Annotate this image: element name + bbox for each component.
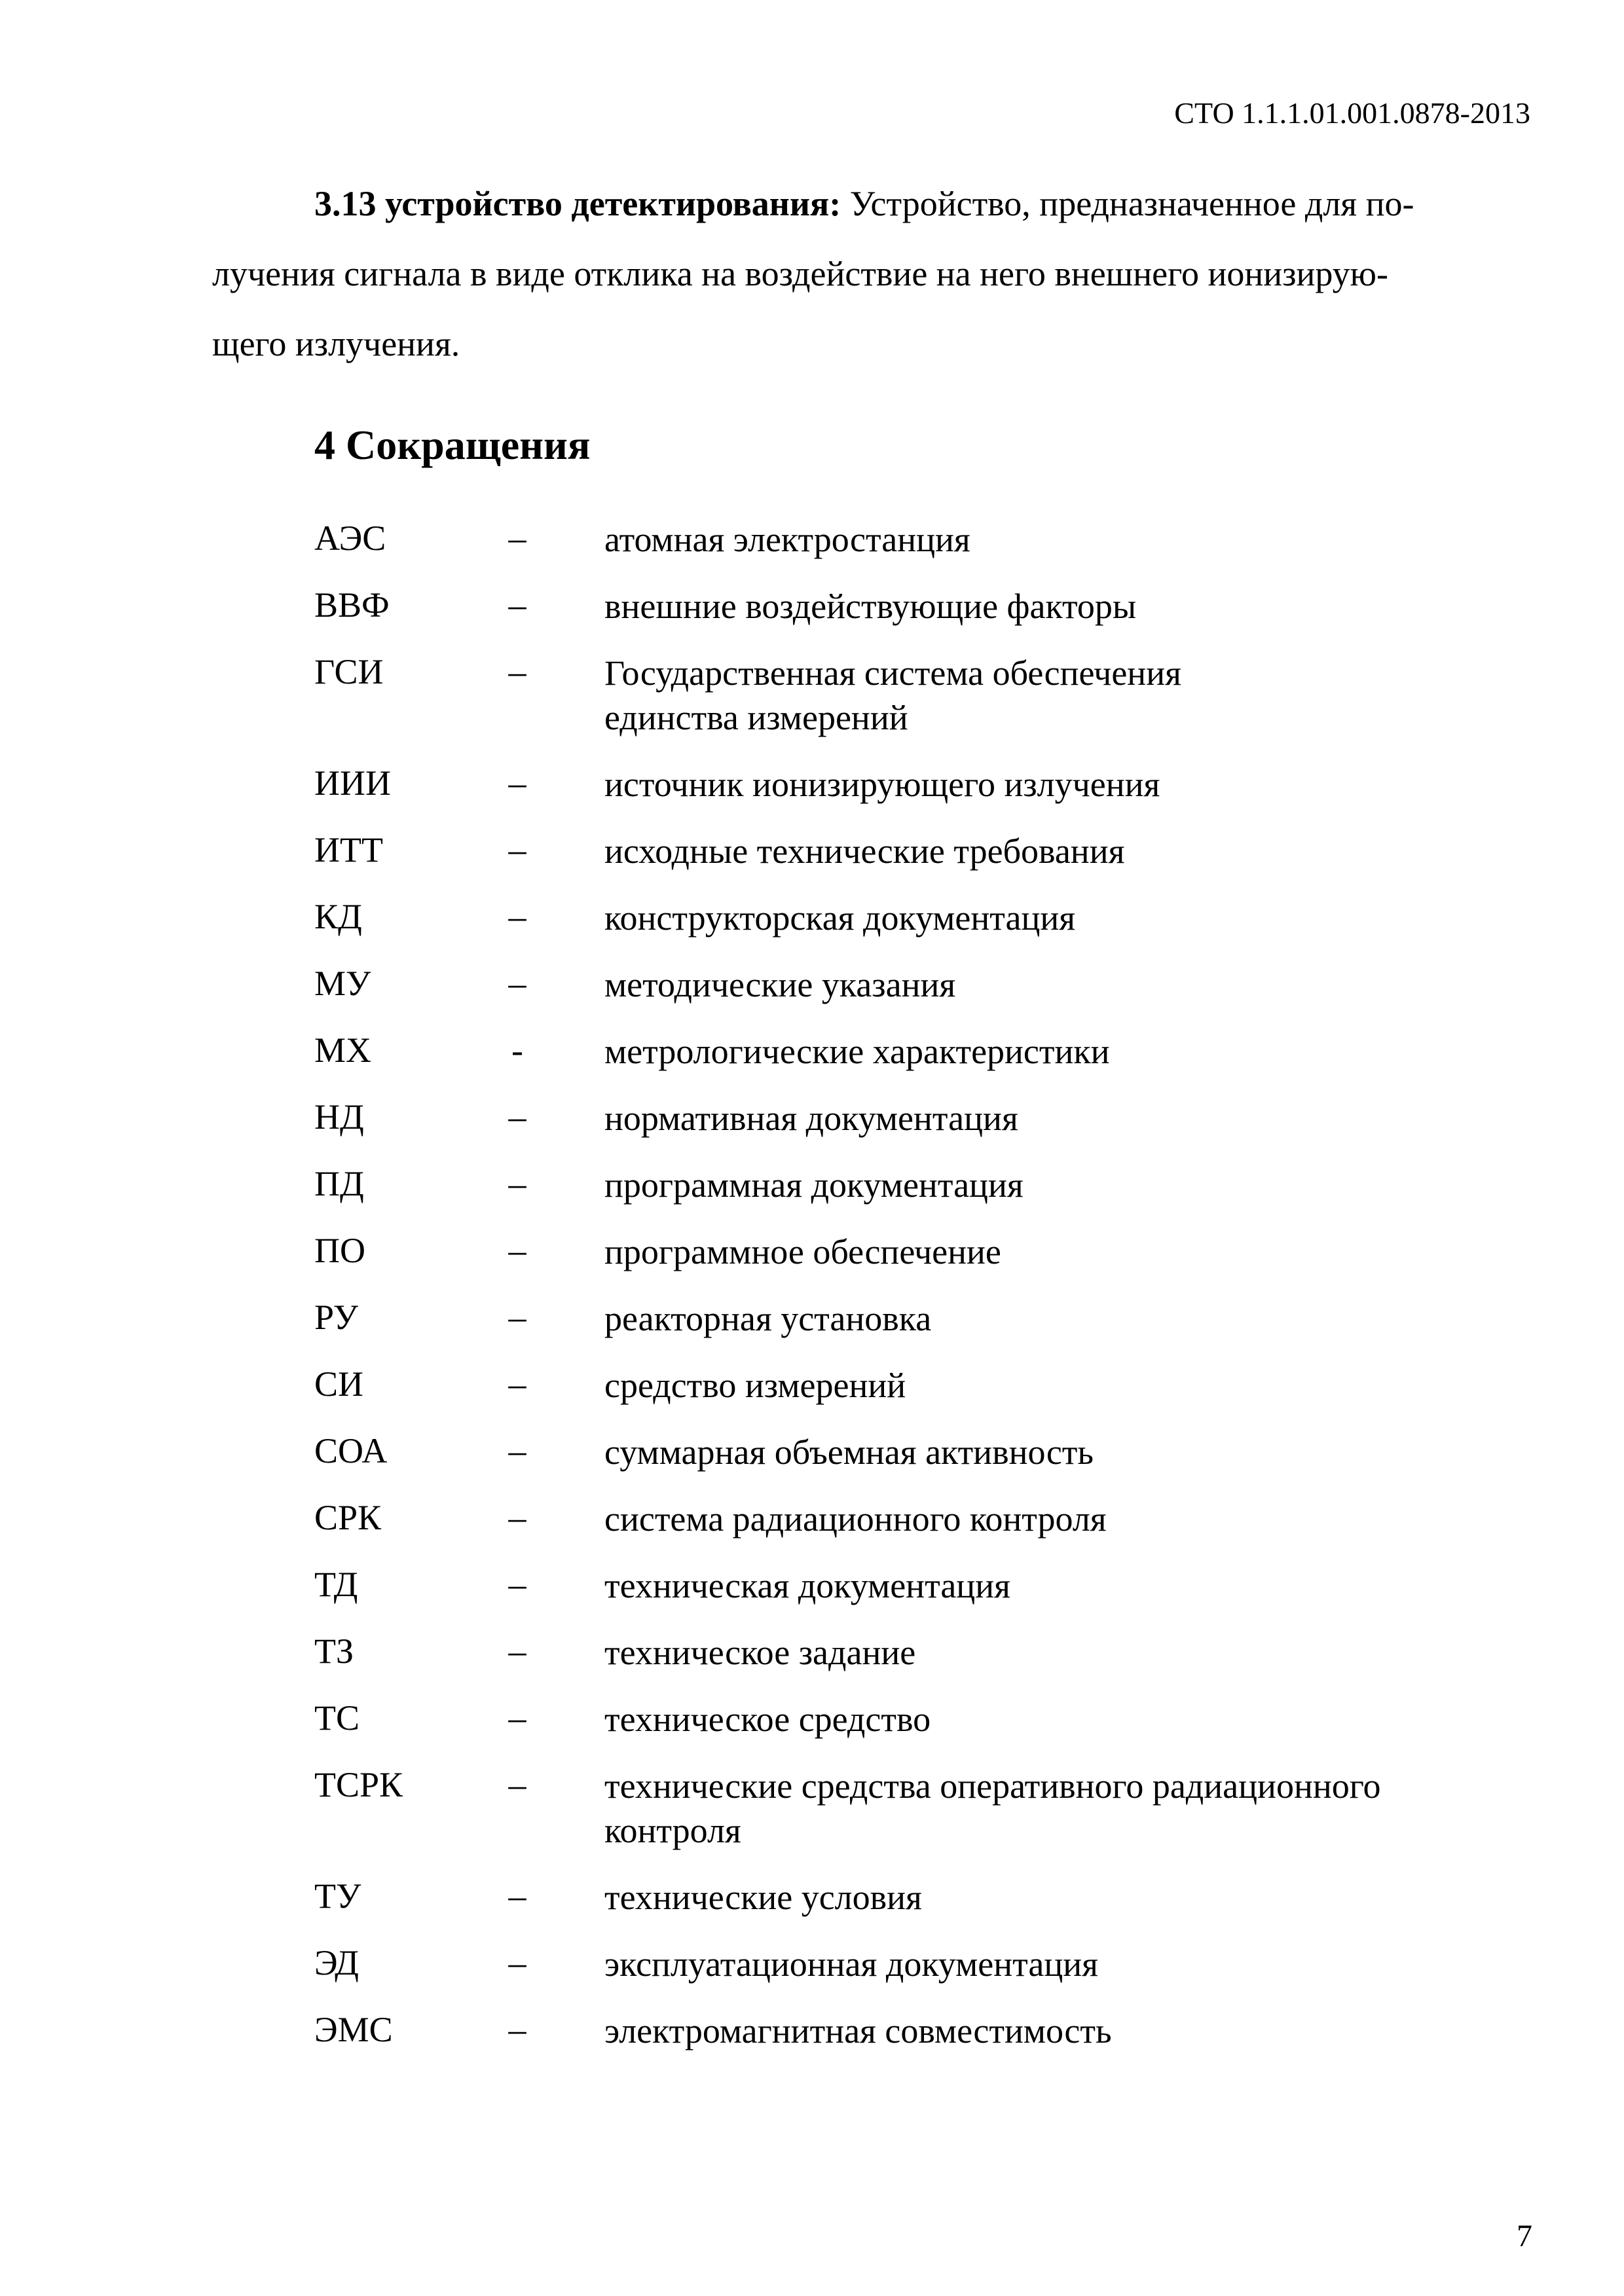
abbreviation-code: МУ <box>314 964 371 1003</box>
definition-line-2: лучения сигнала в виде отклика на воздействие на него внешнего ионизирую- <box>212 254 1388 293</box>
abbreviation-row <box>314 1163 1545 1230</box>
abbreviation-code: ИТТ <box>314 830 383 869</box>
abbreviation-meaning: эксплуатационная документация <box>604 1944 1098 1984</box>
abbreviation-code: ПО <box>314 1231 365 1270</box>
definition-term: 3.13 устройство детектирования: <box>314 184 841 223</box>
abbreviation-row <box>314 1942 1545 2009</box>
abbreviation-meaning: методические указания <box>604 965 956 1004</box>
abbreviation-dash: – <box>508 1631 526 1671</box>
abbreviation-meaning: источник ионизирующего излучения <box>604 765 1160 804</box>
abbreviation-meaning: техническое средство <box>604 1700 931 1739</box>
abbreviation-row <box>314 1230 1545 1296</box>
abbreviation-row <box>314 2009 1545 2075</box>
abbreviation-row <box>314 1363 1545 1430</box>
abbreviation-code: СРК <box>314 1498 382 1537</box>
abbreviation-meaning: нормативная документация <box>604 1099 1018 1138</box>
section-title: 4 Сокращения <box>314 422 591 468</box>
abbreviation-meaning: суммарная объемная активность <box>604 1432 1094 1472</box>
abbreviation-dash: – <box>508 585 526 625</box>
abbreviation-meaning: внешние воздействующие факторы <box>604 587 1137 626</box>
abbreviation-dash: – <box>508 1498 526 1537</box>
abbreviation-meaning: технические условия <box>604 1878 922 1917</box>
abbreviation-row <box>314 962 1545 1029</box>
abbreviation-row <box>314 1296 1545 1363</box>
abbreviation-row <box>314 1875 1545 1942</box>
abbreviation-meaning: средство измерений <box>604 1366 906 1405</box>
abbreviation-row <box>314 651 1545 762</box>
abbreviation-code: ГСИ <box>314 652 384 691</box>
abbreviation-meaning: реакторная установка <box>604 1299 932 1338</box>
abbreviation-code: ТД <box>314 1565 358 1604</box>
abbreviation-meaning: техническое задание <box>604 1633 916 1672</box>
definition-paragraph <box>212 169 1530 379</box>
abbreviation-code: ЭД <box>314 1943 359 1982</box>
abbreviation-code: ТСРК <box>314 1765 403 1804</box>
abbreviation-code: СОА <box>314 1431 388 1470</box>
abbreviation-code: РУ <box>314 1298 358 1337</box>
abbreviation-dash: - <box>511 1030 523 1070</box>
abbreviation-meaning: система радиационного контроля <box>604 1499 1107 1539</box>
abbreviation-dash: – <box>508 1765 526 1804</box>
abbreviation-code: СИ <box>314 1364 364 1404</box>
abbreviation-meaning: исходные технические требования <box>604 831 1125 871</box>
abbreviation-dash: – <box>508 1298 526 1337</box>
abbreviation-dash: – <box>508 1164 526 1203</box>
abbreviation-dash: – <box>508 1231 526 1270</box>
abbreviation-row <box>314 584 1545 651</box>
abbreviation-dash: – <box>508 2010 526 2049</box>
abbreviation-code: ВВФ <box>314 585 390 625</box>
abbreviation-row <box>314 1630 1545 1697</box>
abbreviation-dash: – <box>508 652 526 691</box>
abbreviation-row <box>314 829 1545 896</box>
abbreviation-list <box>314 517 1545 2075</box>
abbreviation-meaning: техническая документация <box>604 1566 1010 1605</box>
abbreviation-code: ЭМС <box>314 2010 393 2049</box>
abbreviation-code: ИИИ <box>314 763 391 803</box>
abbreviation-row <box>314 1563 1545 1630</box>
abbreviation-meaning: электромагнитная совместимость <box>604 2011 1112 2050</box>
abbreviation-dash: – <box>508 1876 526 1916</box>
abbreviation-code: ТУ <box>314 1876 361 1916</box>
abbreviation-row <box>314 1764 1545 1875</box>
abbreviation-meaning: программная документация <box>604 1165 1024 1205</box>
abbreviation-code: ПД <box>314 1164 364 1203</box>
abbreviation-row <box>314 1497 1545 1563</box>
abbreviation-meaning: технические средства оперативного радиационного контроля <box>604 1766 1381 1850</box>
abbreviation-row <box>314 762 1545 829</box>
abbreviation-code: КД <box>314 897 362 936</box>
abbreviation-dash: – <box>508 1097 526 1137</box>
abbreviation-code: ТЗ <box>314 1631 354 1671</box>
abbreviation-row <box>314 1096 1545 1163</box>
abbreviation-meaning: конструкторская документация <box>604 898 1076 938</box>
abbreviation-dash: – <box>508 897 526 936</box>
abbreviation-meaning: программное обеспечение <box>604 1232 1001 1271</box>
abbreviation-row <box>314 1029 1545 1096</box>
abbreviation-dash: – <box>508 519 526 558</box>
abbreviation-dash: – <box>508 763 526 803</box>
abbreviation-dash: – <box>508 964 526 1003</box>
abbreviation-meaning: Государственная система обеспечения единства измерений <box>604 653 1181 737</box>
abbreviation-meaning: метрологические характеристики <box>604 1032 1110 1071</box>
abbreviation-code: НД <box>314 1097 364 1137</box>
document-code-header: СТО 1.1.1.01.001.0878-2013 <box>1174 96 1530 130</box>
abbreviation-code: МХ <box>314 1030 372 1070</box>
abbreviation-code: ТС <box>314 1698 360 1738</box>
abbreviation-code: АЭС <box>314 519 386 558</box>
definition-line-1 <box>212 169 1530 239</box>
page-number: 7 <box>1517 2219 1532 2253</box>
abbreviation-row <box>314 517 1545 584</box>
abbreviation-row <box>314 896 1545 962</box>
abbreviation-dash: – <box>508 830 526 869</box>
abbreviation-dash: – <box>508 1364 526 1404</box>
definition-text-1: Устройство, предназначенное для по- <box>849 184 1414 223</box>
abbreviation-dash: – <box>508 1431 526 1470</box>
abbreviation-meaning: атомная электростанция <box>604 520 970 559</box>
abbreviation-dash: – <box>508 1565 526 1604</box>
abbreviation-dash: – <box>508 1943 526 1982</box>
definition-line-3: щего излучения. <box>212 324 460 363</box>
abbreviation-row <box>314 1430 1545 1497</box>
abbreviation-row <box>314 1697 1545 1764</box>
abbreviation-dash: – <box>508 1698 526 1738</box>
